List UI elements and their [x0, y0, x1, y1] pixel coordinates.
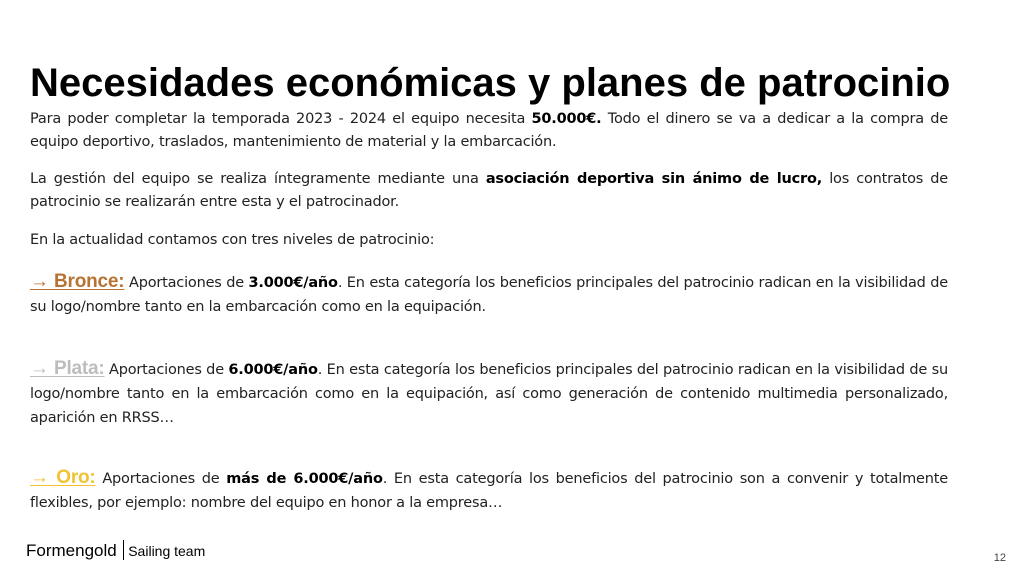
tier-bronze	[30, 270, 948, 319]
page-number: 12	[993, 552, 1006, 564]
tier-bronze-pre: Aportaciones de	[124, 275, 249, 291]
tier-plata-label: → Plata:	[30, 358, 105, 379]
tier-plata-post: . En esta categoría los beneficios principales del patrocinio radican en la visibilidad de su logo/nombre tanto en la embarcación como en la equipación, así como generación de contenido multimedia personalizado, aparición en RRSS…	[30, 362, 948, 426]
tiers-intro: En la actualidad contamos con tres niveles de patrocinio:	[30, 232, 435, 248]
brand-divider	[123, 540, 125, 560]
tier-oro-pre: Aportaciones de	[95, 471, 227, 487]
footer-brand	[26, 540, 205, 561]
budget-paragraph	[30, 108, 948, 154]
tier-bronze-amount: 3.000€/año	[248, 275, 338, 291]
tier-plata-pre: Aportaciones de	[104, 362, 229, 378]
tier-oro-post: . En esta categoría los beneficios del patrocinio son a convenir y totalmente flexibles, por ejemplo: nombre del equipo en honor a la empresa…	[30, 471, 948, 511]
tier-oro-label: → Oro:	[30, 467, 96, 488]
tier-bronze-label: → Bronce:	[30, 271, 125, 292]
management-text-pre: La gestión del equipo se realiza íntegramente mediante una	[30, 171, 486, 187]
tier-oro-amount: más de 6.000€/año	[226, 471, 383, 487]
association-type: asociación deportiva sin ánimo de lucro,	[485, 171, 823, 187]
tier-plata	[30, 357, 948, 430]
tier-bronze-post: . En esta categoría los beneficios principales del patrocinio radican en la visibilidad de su logo/nombre tanto en la embarcación como en la equipación.	[30, 275, 948, 315]
brand-name: Formengold	[26, 541, 117, 560]
management-text-post: los contratos de patrocinio se realizarán entre esta y el patrocinador.	[30, 171, 948, 210]
budget-text-post: Todo el dinero se va a dedicar a la compra de equipo deportivo, traslados, mantenimiento de material y la embarcación.	[30, 111, 948, 150]
budget-amount: 50.000€.	[531, 111, 602, 127]
page-title: Necesidades económicas y planes de patrocinio	[30, 60, 951, 105]
management-paragraph	[30, 168, 948, 214]
team-label: Sailing team	[128, 543, 206, 559]
tier-plata-amount: 6.000€/año	[228, 362, 318, 378]
budget-text-pre: Para poder completar la temporada 2023 - 2024 el equipo necesita	[30, 111, 532, 127]
tier-oro	[30, 466, 948, 515]
